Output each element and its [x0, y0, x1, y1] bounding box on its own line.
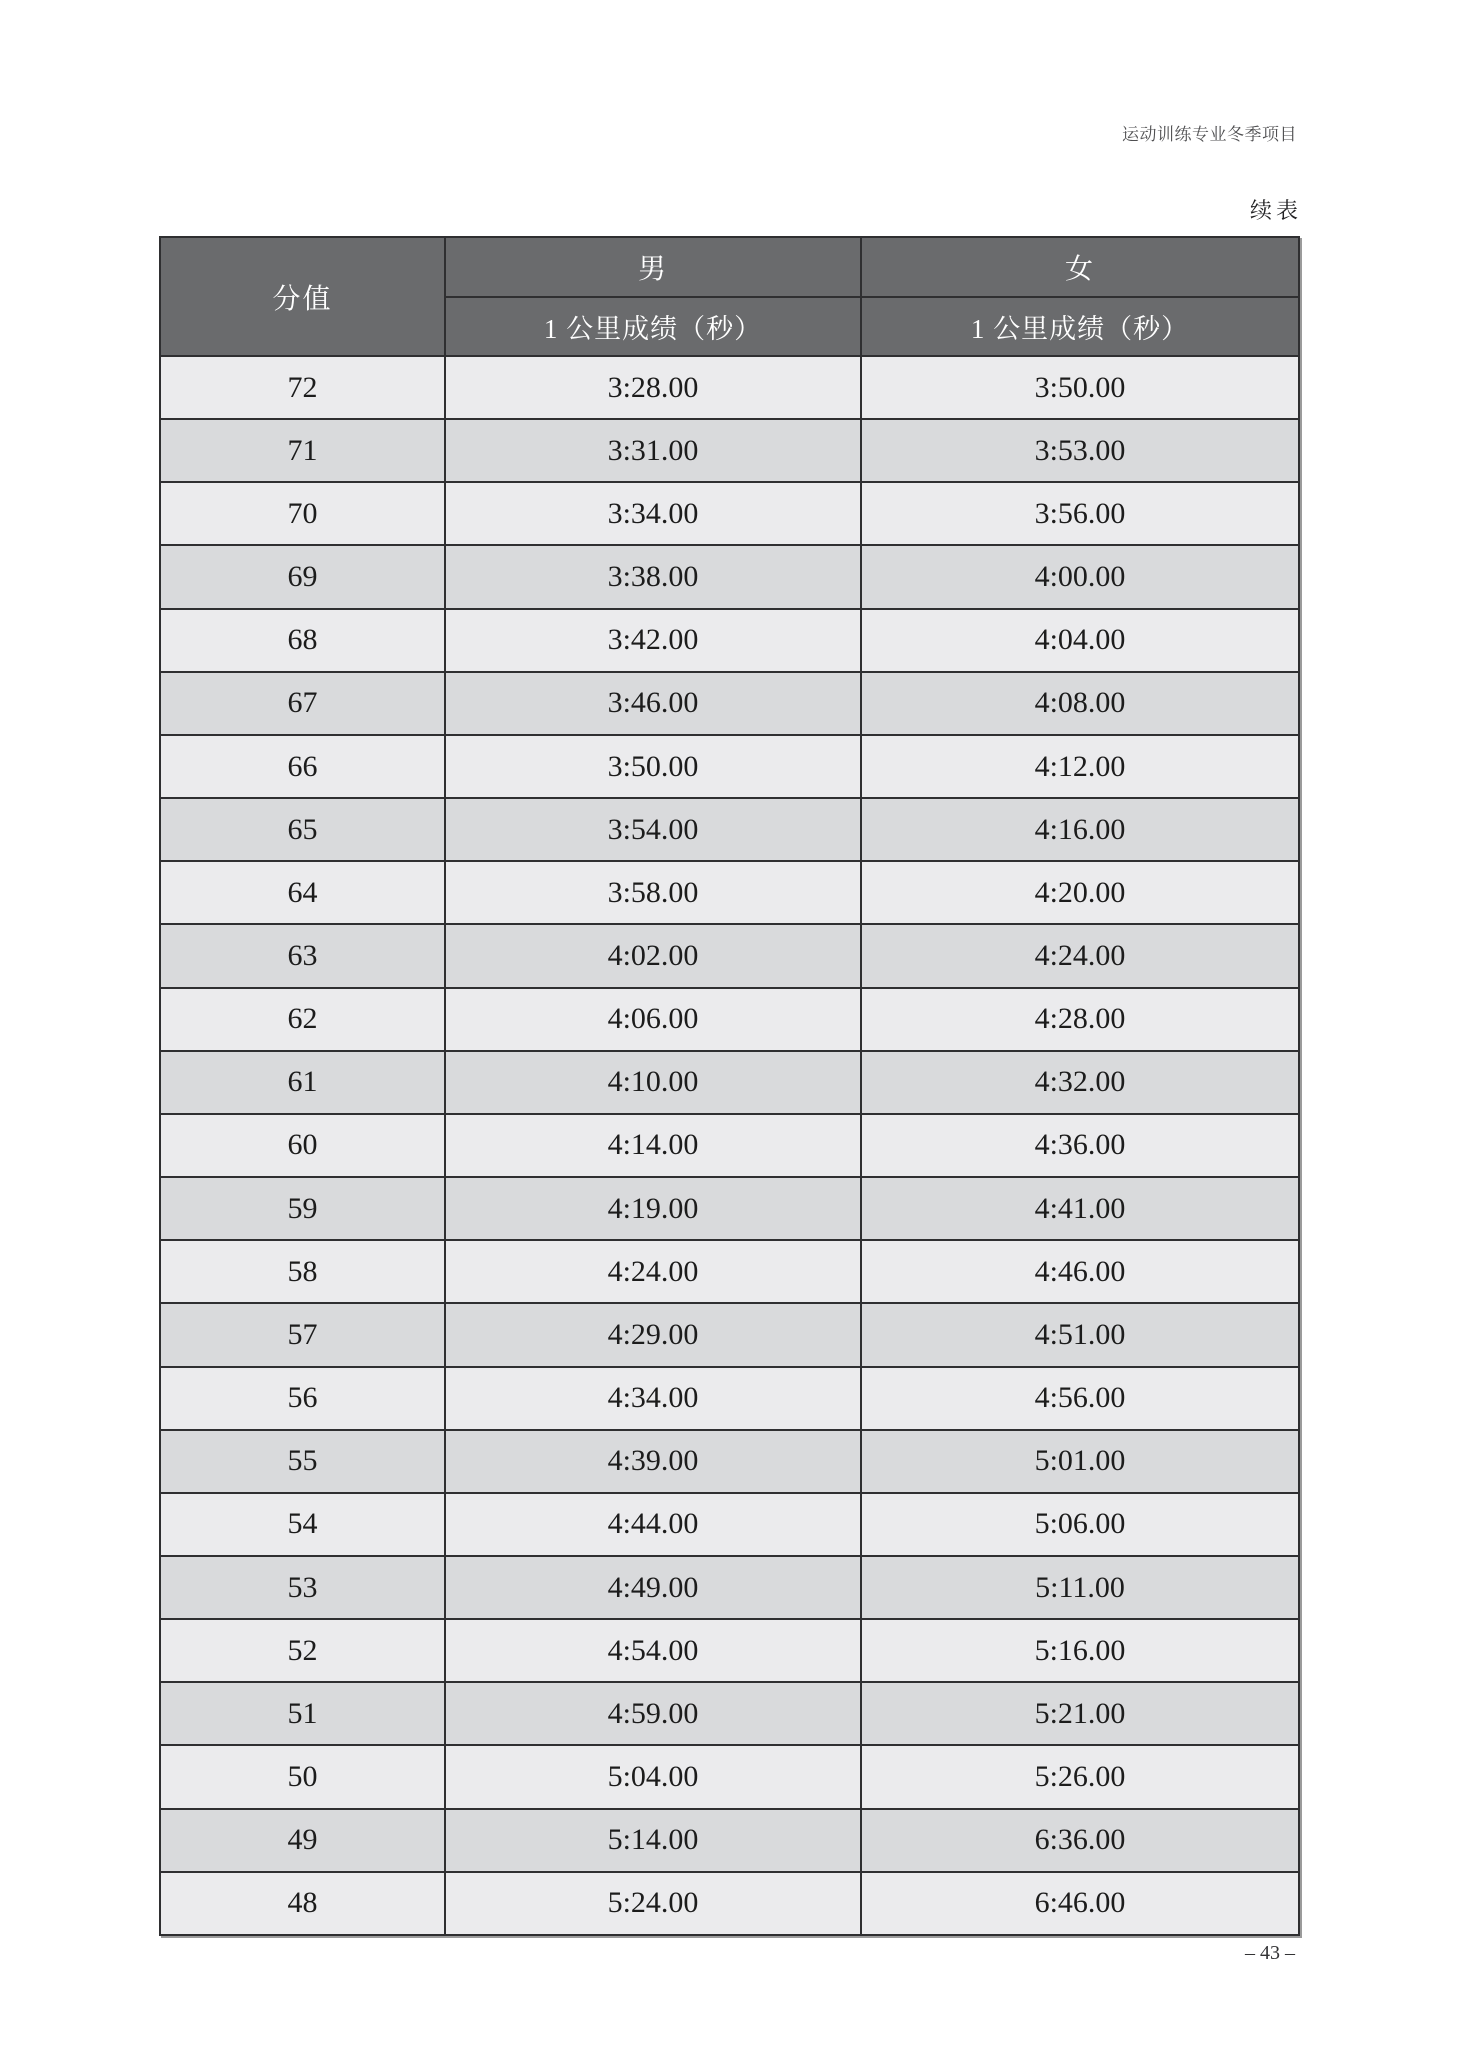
- male-time-cell: 4:19.00: [445, 1177, 861, 1240]
- male-time-cell: 5:24.00: [445, 1872, 861, 1935]
- score-table-body: [160, 356, 1299, 1935]
- score-cell: 54: [160, 1493, 445, 1556]
- table-row: [160, 924, 1299, 987]
- score-cell: 58: [160, 1240, 445, 1303]
- table-row: [160, 1872, 1299, 1935]
- female-time-cell: 3:50.00: [861, 356, 1299, 419]
- female-time-cell: 5:06.00: [861, 1493, 1299, 1556]
- female-time-cell: 4:51.00: [861, 1303, 1299, 1366]
- male-time-cell: 4:44.00: [445, 1493, 861, 1556]
- running-head: 运动训练专业冬季项目: [1122, 125, 1297, 144]
- female-time-cell: 4:16.00: [861, 798, 1299, 861]
- score-cell: 71: [160, 419, 445, 482]
- score-cell: 62: [160, 988, 445, 1051]
- table-row: [160, 1809, 1299, 1872]
- score-cell: 57: [160, 1303, 445, 1366]
- table-row: [160, 798, 1299, 861]
- female-time-cell: 4:32.00: [861, 1051, 1299, 1114]
- male-time-cell: 3:38.00: [445, 545, 861, 608]
- col-header-female: 女: [861, 237, 1299, 297]
- female-time-cell: 4:36.00: [861, 1114, 1299, 1177]
- female-time-cell: 6:46.00: [861, 1872, 1299, 1935]
- female-time-cell: 4:12.00: [861, 735, 1299, 798]
- female-time-cell: 4:20.00: [861, 861, 1299, 924]
- table-row: [160, 735, 1299, 798]
- female-time-cell: 4:24.00: [861, 924, 1299, 987]
- col-subheader-female: 1 公里成绩（秒）: [861, 297, 1299, 356]
- table-row: [160, 419, 1299, 482]
- female-time-cell: 4:28.00: [861, 988, 1299, 1051]
- score-cell: 61: [160, 1051, 445, 1114]
- score-cell: 66: [160, 735, 445, 798]
- female-time-cell: 3:53.00: [861, 419, 1299, 482]
- score-cell: 52: [160, 1619, 445, 1682]
- male-time-cell: 5:04.00: [445, 1745, 861, 1808]
- male-time-cell: 4:10.00: [445, 1051, 861, 1114]
- female-time-cell: 4:46.00: [861, 1240, 1299, 1303]
- score-cell: 55: [160, 1430, 445, 1493]
- female-time-cell: 5:26.00: [861, 1745, 1299, 1808]
- score-cell: 49: [160, 1809, 445, 1872]
- table-row: [160, 1430, 1299, 1493]
- male-time-cell: 4:54.00: [445, 1619, 861, 1682]
- table-row: [160, 356, 1299, 419]
- female-time-cell: 5:16.00: [861, 1619, 1299, 1682]
- score-cell: 50: [160, 1745, 445, 1808]
- score-cell: 56: [160, 1367, 445, 1430]
- male-time-cell: 3:31.00: [445, 419, 861, 482]
- continued-table-label: 续表: [1249, 198, 1302, 223]
- table-row: [160, 609, 1299, 672]
- score-cell: 59: [160, 1177, 445, 1240]
- female-time-cell: 4:41.00: [861, 1177, 1299, 1240]
- male-time-cell: 3:46.00: [445, 672, 861, 735]
- male-time-cell: 4:02.00: [445, 924, 861, 987]
- table-row: [160, 545, 1299, 608]
- male-time-cell: 4:39.00: [445, 1430, 861, 1493]
- score-cell: 60: [160, 1114, 445, 1177]
- female-time-cell: 5:11.00: [861, 1556, 1299, 1619]
- score-cell: 67: [160, 672, 445, 735]
- score-cell: 69: [160, 545, 445, 608]
- table-row: [160, 1051, 1299, 1114]
- table-row: [160, 861, 1299, 924]
- score-table: [159, 236, 1300, 1936]
- male-time-cell: 3:58.00: [445, 861, 861, 924]
- col-header-score: 分值: [160, 237, 445, 356]
- score-table-header: [160, 237, 1299, 356]
- male-time-cell: 4:06.00: [445, 988, 861, 1051]
- male-time-cell: 4:29.00: [445, 1303, 861, 1366]
- score-cell: 68: [160, 609, 445, 672]
- table-row: [160, 1556, 1299, 1619]
- male-time-cell: 4:24.00: [445, 1240, 861, 1303]
- male-time-cell: 3:34.00: [445, 482, 861, 545]
- score-cell: 70: [160, 482, 445, 545]
- table-row: [160, 988, 1299, 1051]
- male-time-cell: 4:59.00: [445, 1682, 861, 1745]
- score-cell: 64: [160, 861, 445, 924]
- table-row: [160, 1177, 1299, 1240]
- score-cell: 63: [160, 924, 445, 987]
- table-row: [160, 1682, 1299, 1745]
- female-time-cell: 4:08.00: [861, 672, 1299, 735]
- female-time-cell: 4:04.00: [861, 609, 1299, 672]
- female-time-cell: 5:01.00: [861, 1430, 1299, 1493]
- score-cell: 53: [160, 1556, 445, 1619]
- female-time-cell: 4:00.00: [861, 545, 1299, 608]
- table-row: [160, 1367, 1299, 1430]
- table-row: [160, 1745, 1299, 1808]
- table-row: [160, 482, 1299, 545]
- table-row: [160, 1619, 1299, 1682]
- table-row: [160, 1114, 1299, 1177]
- score-cell: 48: [160, 1872, 445, 1935]
- female-time-cell: 6:36.00: [861, 1809, 1299, 1872]
- score-cell: 65: [160, 798, 445, 861]
- male-time-cell: 4:14.00: [445, 1114, 861, 1177]
- table-row: [160, 672, 1299, 735]
- score-cell: 51: [160, 1682, 445, 1745]
- col-subheader-male: 1 公里成绩（秒）: [445, 297, 861, 356]
- female-time-cell: 3:56.00: [861, 482, 1299, 545]
- male-time-cell: 3:50.00: [445, 735, 861, 798]
- table-row: [160, 1303, 1299, 1366]
- table-row: [160, 1493, 1299, 1556]
- score-cell: 72: [160, 356, 445, 419]
- table-row: [160, 1240, 1299, 1303]
- male-time-cell: 4:49.00: [445, 1556, 861, 1619]
- male-time-cell: 5:14.00: [445, 1809, 861, 1872]
- male-time-cell: 3:42.00: [445, 609, 861, 672]
- page-number: – 43 –: [1245, 1942, 1295, 1964]
- col-header-male: 男: [445, 237, 861, 297]
- male-time-cell: 4:34.00: [445, 1367, 861, 1430]
- male-time-cell: 3:54.00: [445, 798, 861, 861]
- male-time-cell: 3:28.00: [445, 356, 861, 419]
- female-time-cell: 5:21.00: [861, 1682, 1299, 1745]
- female-time-cell: 4:56.00: [861, 1367, 1299, 1430]
